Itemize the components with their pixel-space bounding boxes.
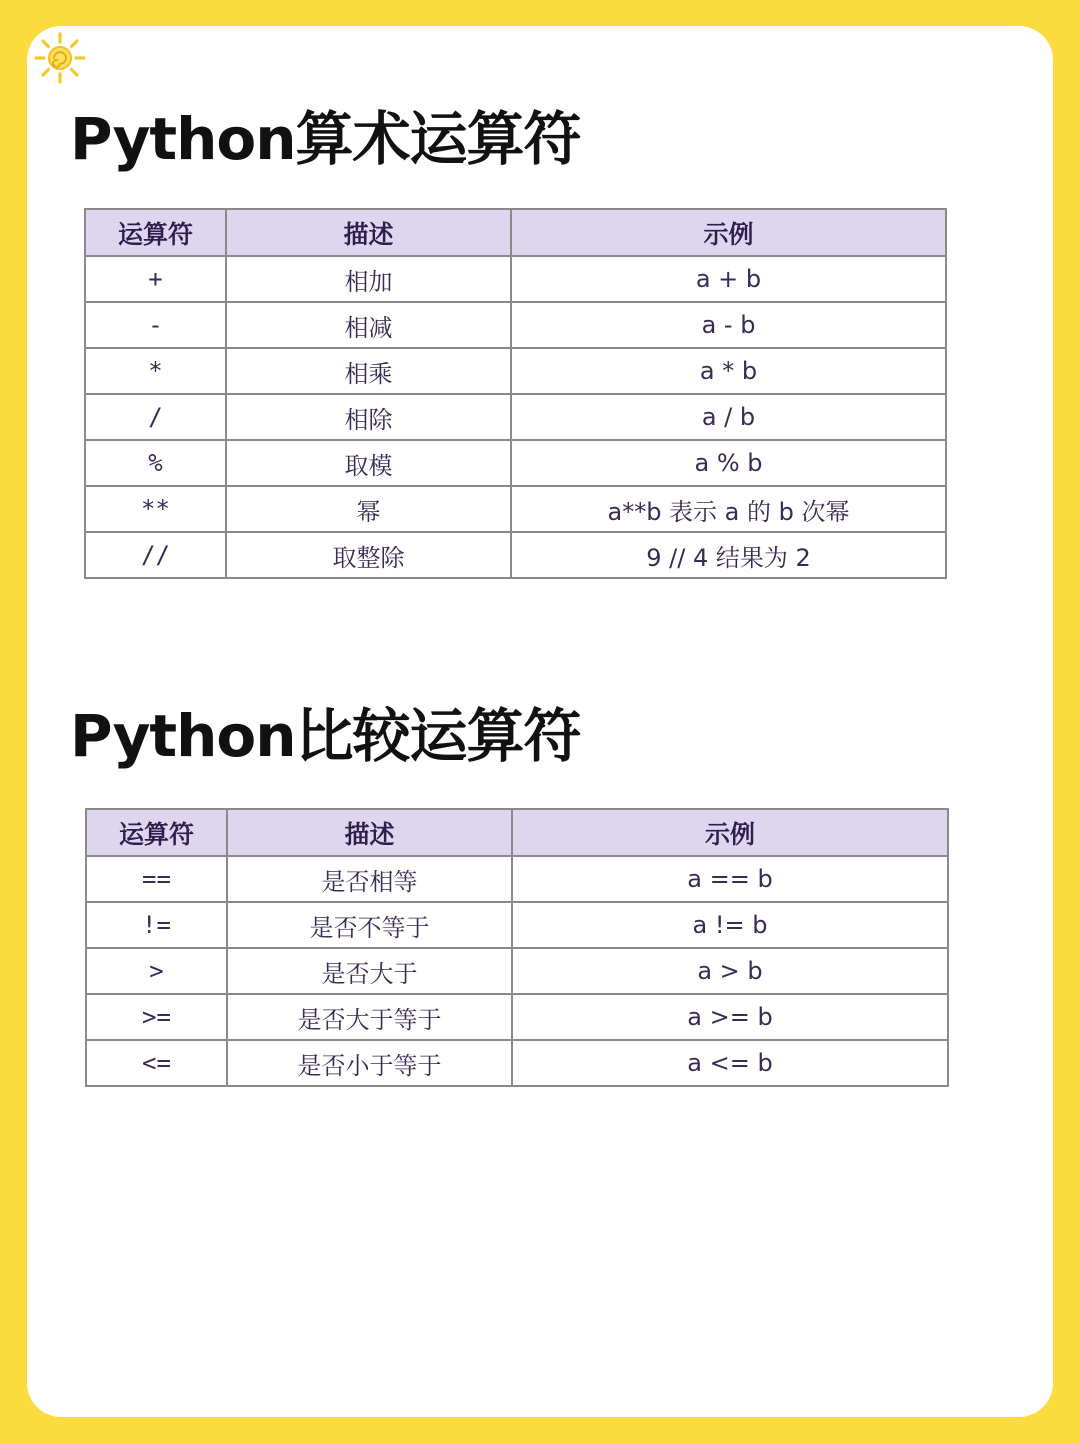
operator-cell: +	[85, 256, 226, 302]
example-cell: a + b	[511, 256, 946, 302]
header-description: 描述	[227, 809, 512, 856]
operator-cell: -	[85, 302, 226, 348]
description-cell: 是否相等	[227, 856, 512, 902]
description-cell: 相加	[226, 256, 511, 302]
description-cell: 是否不等于	[227, 902, 512, 948]
operator-cell: >	[86, 948, 227, 994]
table-row	[85, 302, 946, 348]
comparison-operators-table	[85, 808, 949, 1087]
header-description: 描述	[226, 209, 511, 256]
table-row	[86, 902, 948, 948]
example-cell: a / b	[511, 394, 946, 440]
example-cell: a <= b	[512, 1040, 948, 1086]
example-cell: a != b	[512, 902, 948, 948]
table-row	[85, 348, 946, 394]
sun-icon	[33, 31, 87, 85]
table-row	[85, 256, 946, 302]
example-cell: a * b	[511, 348, 946, 394]
example-cell: 9 // 4 结果为 2	[511, 532, 946, 578]
example-cell: a == b	[512, 856, 948, 902]
description-cell: 是否小于等于	[227, 1040, 512, 1086]
header-operator: 运算符	[86, 809, 227, 856]
description-cell: 相减	[226, 302, 511, 348]
description-cell: 取整除	[226, 532, 511, 578]
example-cell: a % b	[511, 440, 946, 486]
table-row	[86, 1040, 948, 1086]
arithmetic-operators-table	[84, 208, 947, 579]
header-example: 示例	[511, 209, 946, 256]
table-header-row	[85, 209, 946, 256]
operator-cell: >=	[86, 994, 227, 1040]
header-operator: 运算符	[85, 209, 226, 256]
section-title-arithmetic: Python算术运算符	[70, 105, 581, 173]
description-cell: 相除	[226, 394, 511, 440]
example-cell: a**b 表示 a 的 b 次幂	[511, 486, 946, 532]
operator-cell: %	[85, 440, 226, 486]
example-cell: a - b	[511, 302, 946, 348]
operator-cell: **	[85, 486, 226, 532]
description-cell: 取模	[226, 440, 511, 486]
table-row	[86, 948, 948, 994]
table-row	[86, 994, 948, 1040]
description-cell: 是否大于等于	[227, 994, 512, 1040]
operator-cell: !=	[86, 902, 227, 948]
operator-cell: ==	[86, 856, 227, 902]
table-header-row	[86, 809, 948, 856]
description-cell: 相乘	[226, 348, 511, 394]
description-cell: 是否大于	[227, 948, 512, 994]
table-row	[85, 394, 946, 440]
table-row	[86, 856, 948, 902]
header-example: 示例	[512, 809, 948, 856]
operator-cell: <=	[86, 1040, 227, 1086]
operator-cell: //	[85, 532, 226, 578]
description-cell: 幂	[226, 486, 511, 532]
example-cell: a > b	[512, 948, 948, 994]
operator-cell: *	[85, 348, 226, 394]
operator-cell: /	[85, 394, 226, 440]
table-row	[85, 532, 946, 578]
example-cell: a >= b	[512, 994, 948, 1040]
table-row	[85, 440, 946, 486]
table-row	[85, 486, 946, 532]
section-title-comparison: Python比较运算符	[70, 702, 581, 770]
